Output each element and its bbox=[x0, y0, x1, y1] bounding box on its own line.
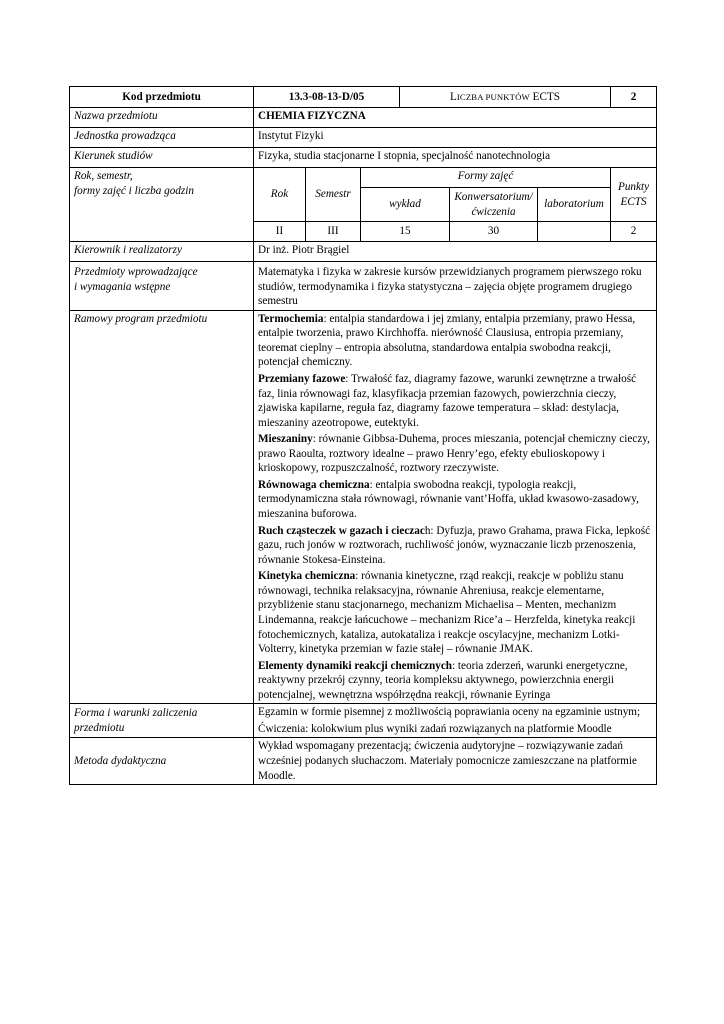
row-assessment bbox=[70, 704, 657, 738]
assessment-label-line2: przedmiotu bbox=[74, 721, 125, 734]
row-schedule-head-1 bbox=[70, 168, 657, 188]
col-lecture: wykład bbox=[361, 188, 450, 222]
col-points bbox=[611, 168, 657, 222]
assessment-label bbox=[70, 704, 254, 738]
val-lecture: 15 bbox=[361, 222, 450, 242]
val-semester: III bbox=[306, 222, 361, 242]
assessment-label-line1: Forma i warunki zaliczenia bbox=[74, 707, 198, 720]
ects-label-small: ICZBA PUNKTÓW bbox=[456, 91, 530, 102]
col-points-line2: ECTS bbox=[620, 195, 647, 208]
row-field bbox=[70, 148, 657, 168]
method-label: Metoda dydaktyczna bbox=[70, 738, 254, 785]
val-laboratory bbox=[538, 222, 611, 242]
ects-label-first: L bbox=[449, 90, 457, 103]
program-section-title: Termochemia bbox=[258, 312, 324, 325]
prerequisites-label-line2: i wymagania wstępne bbox=[74, 280, 171, 293]
schedule-label-line2: formy zajęć i liczba godzin bbox=[74, 184, 194, 197]
assessment-para-exercises: Ćwiczenia: kolokwium plus wyniki zadań rozwiązanych na platformie Moodle bbox=[258, 722, 612, 735]
col-conversatorium bbox=[450, 188, 538, 222]
course-name-label: Nazwa przedmiotu bbox=[70, 108, 254, 128]
col-semester: Semestr bbox=[306, 168, 361, 222]
prerequisites-label bbox=[70, 262, 254, 311]
field-label: Kierunek studiów bbox=[70, 148, 254, 168]
row-method bbox=[70, 738, 657, 785]
program-section bbox=[258, 659, 652, 703]
lecturer-value: Dr inż. Piotr Brągiel bbox=[254, 242, 657, 262]
program-section bbox=[258, 372, 652, 430]
program-section bbox=[258, 312, 652, 370]
program-section-text: h: Dyfuzja, prawo Grahama, prawa Ficka, lepkość gazu, ruch jonów w roztworach, ruchliwość jonów, wyznaczanie liczb przenoszenia, równanie Stokesa-Einsteina. bbox=[258, 524, 651, 566]
program-section bbox=[258, 478, 652, 522]
schedule-label bbox=[70, 168, 254, 242]
program-value bbox=[254, 310, 657, 704]
prerequisites-label-line1: Przedmioty wprowadzające bbox=[74, 266, 198, 278]
course-card-table bbox=[69, 86, 657, 785]
assessment-para-exam: Egzamin w formie pisemnej z możliwością poprawiania oceny na egzaminie ustnym; bbox=[258, 706, 641, 719]
course-name-value: CHEMIA FIZYCZNA bbox=[254, 108, 657, 128]
ects-label bbox=[400, 87, 611, 108]
col-year: Rok bbox=[254, 168, 306, 222]
val-points: 2 bbox=[611, 222, 657, 242]
row-course-name bbox=[70, 108, 657, 128]
course-code-value: 13.3-08-13-D/05 bbox=[254, 87, 400, 108]
program-section-text: : równania kinetyczne, rząd reakcji, reakcje w pobliżu stanu równowagi, technika relaksacyjna, równanie Ahreniusa, reakcje elementarne, przybliżenie stanu stacjonarnego, mechanizm Michaelisa – Menten, mechanizm Lindemanna, reakcje łańcuchowe – mechanizm Rice’a – Herzfelda, kinetyka reakcji fotochemicznych, kataliza, autokataliza i reakcje oscylacyjne, mechanizm Lotki-Volterry, kinetyka przemian w fazie stałej – równanie JMAK. bbox=[258, 570, 636, 656]
program-section-title: Równowaga chemiczna bbox=[258, 478, 370, 491]
program-section-title: Elementy dynamiki reakcji chemicznych bbox=[258, 659, 453, 672]
program-section-title: Mieszaniny bbox=[258, 433, 313, 446]
prerequisites-value: Matematyka i fizyka w zakresie kursów przewidzianych programem pierwszego roku studiów, termodynamika i fizyka statystyczna – zajęcia objęte programem drugiego semestru bbox=[254, 262, 657, 311]
col-forms: Formy zajęć bbox=[361, 168, 611, 188]
schedule-label-line1: Rok, semestr, bbox=[74, 170, 133, 182]
program-section bbox=[258, 432, 652, 476]
header-row bbox=[70, 87, 657, 108]
ects-label-tail: ECTS bbox=[529, 90, 561, 103]
program-section-text: : Trwałość faz, diagramy fazowe, warunki zewnętrzne a trwałość faz, linia równowagi faz, klasyfikacja przemian fazowych, powierzchnia cieczy, zjawiska kapilarne, reguła faz, diagramy fazowe temperatura – skład: destylacja, mieszaniny azeotropowe, eutektyki. bbox=[258, 372, 637, 429]
program-label: Ramowy program przedmiotu bbox=[70, 310, 254, 704]
program-section bbox=[258, 569, 652, 656]
unit-label: Jednostka prowadząca bbox=[70, 128, 254, 148]
program-section-text: : entalpia swobodna reakcji, typologia reakcji, termodynamiczna stała równowagi, równanie vant’Hoffa, układ kwasowo-zasadowy, mieszanina buforowa. bbox=[258, 478, 639, 520]
row-lecturer bbox=[70, 242, 657, 262]
val-conversatorium: 30 bbox=[450, 222, 538, 242]
col-laboratory: laboratorium bbox=[538, 188, 611, 222]
field-value: Fizyka, studia stacjonarne I stopnia, specjalność nanotechnologia bbox=[254, 148, 657, 168]
program-section-title: Kinetyka chemiczna bbox=[258, 570, 356, 583]
method-value: Wykład wspomagany prezentacją; ćwiczenia audytoryjne – rozwiązywanie zadań wcześniej podanych słuchaczom. Materiały pomocnicze zamieszczane na platformie Moodle. bbox=[254, 738, 657, 785]
ects-value: 2 bbox=[611, 87, 657, 108]
col-conv-line2: ćwiczenia bbox=[471, 205, 516, 218]
row-prerequisites bbox=[70, 262, 657, 311]
assessment-value bbox=[254, 704, 657, 738]
program-section-text: : entalpia standardowa i jej zmiany, entalpia przemiany, prawo Hessa, entalpie tworzenia, prawo Kirchhoffa. nierówność Clausiusa, entropia przemiany, teoremat cieplny – entropia absolutna, standardowa entalpia swobodna reakcji, potencjał chemiczny. bbox=[258, 312, 636, 369]
program-section bbox=[258, 524, 652, 568]
row-unit bbox=[70, 128, 657, 148]
program-section-text: : równanie Gibbsa-Duhema, proces mieszania, potencjał chemiczny cieczy, prawo Raoulta, roztwory idealne – prawo Henry’ego, efekty ebulioskopowy i krioskopowy, rozpuszczalność, roztwory rzeczywiste. bbox=[258, 433, 650, 475]
program-section-title: Przemiany fazowe bbox=[258, 372, 346, 385]
col-conv-line1: Konwersatorium/ bbox=[454, 190, 533, 203]
unit-value: Instytut Fizyki bbox=[254, 128, 657, 148]
row-program bbox=[70, 310, 657, 704]
lecturer-label: Kierownik i realizatorzy bbox=[70, 242, 254, 262]
col-points-line1: Punkty bbox=[617, 180, 650, 193]
course-code-label: Kod przedmiotu bbox=[70, 87, 254, 108]
program-section-text: : teoria zderzeń, warunki energetyczne, reaktywny przekrój czynny, teoria kompleksu aktywnego, powierzchnia energii potencjalnej, wewnętrzna współrzędna reakcji, równanie Eyringa bbox=[258, 659, 628, 701]
program-section-title: Ruch cząsteczek w gazach i cieczac bbox=[258, 524, 425, 537]
val-year: II bbox=[254, 222, 306, 242]
